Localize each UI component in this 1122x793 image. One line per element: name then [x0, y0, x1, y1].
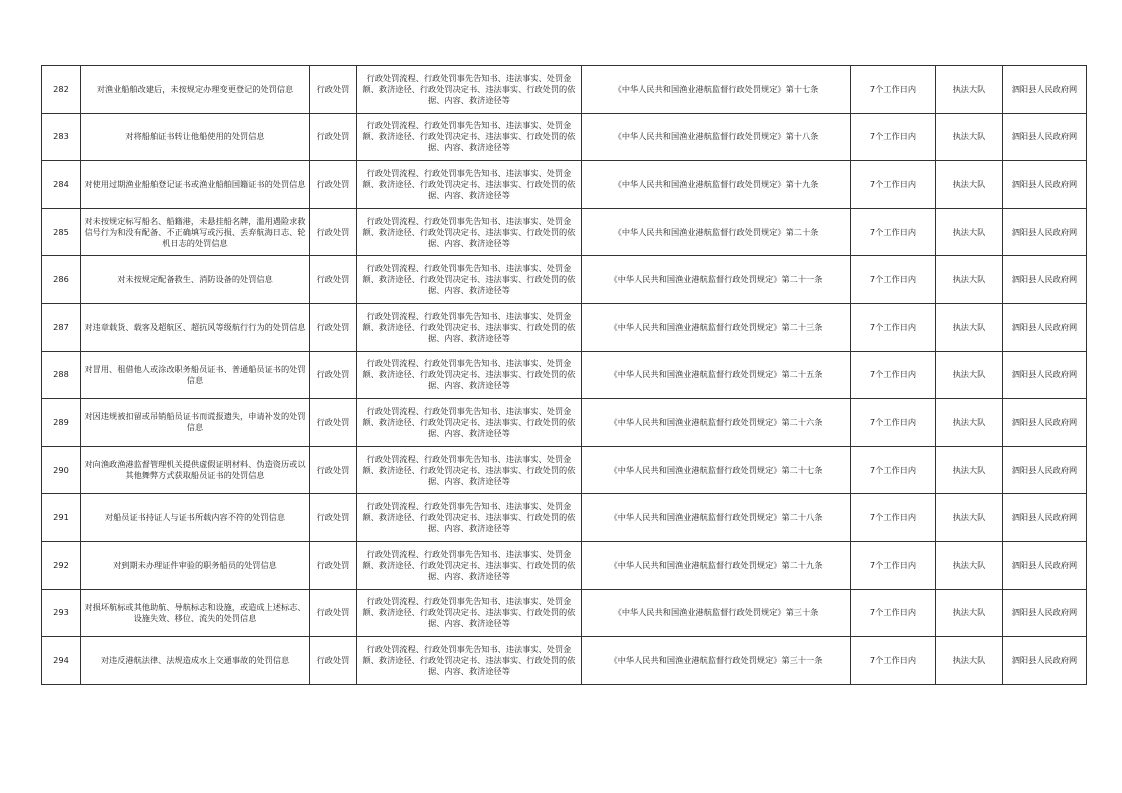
department-cell: 执法大队: [936, 541, 1003, 589]
row-number-cell: 288: [42, 351, 81, 399]
item-name-cell: 对违反港航法律、法规造成水上交通事故的处罚信息: [81, 637, 310, 685]
table-row: [42, 589, 1087, 637]
category-cell: 行政处罚: [310, 113, 357, 161]
item-name-cell: 对未按规定标写船名、船籍港，未悬挂船名牌，滥用遇险求救信号行为和没有配备、不正确填写或污损、丢弃航海日志、轮机日志的处罚信息: [81, 208, 310, 256]
table-row: [42, 446, 1087, 494]
table-row: [42, 541, 1087, 589]
item-name-cell: 对因违规被扣留或吊销船员证书而谎报遗失，申请补发的处罚信息: [81, 399, 310, 447]
item-name-cell: 对冒用、租借他人或涂改职务船员证书、普通船员证书的处罚信息: [81, 351, 310, 399]
disclosure-content-cell: 行政处罚流程、行政处罚事先告知书、违法事实、处罚金额、救济途径、行政处罚决定书、违法事实、行政处罚的依据、内容、救济途径等: [357, 113, 582, 161]
legal-basis-cell: 《中华人民共和国渔业港航监督行政处罚规定》第十八条: [582, 113, 851, 161]
item-name-cell: 对未按规定配备救生、消防设备的处罚信息: [81, 256, 310, 304]
item-name-cell: 对将船舶证书转让他船使用的处罚信息: [81, 113, 310, 161]
legal-basis-cell: 《中华人民共和国渔业港航监督行政处罚规定》第二十五条: [582, 351, 851, 399]
table-row: [42, 113, 1087, 161]
time-limit-cell: 7个工作日内: [851, 399, 936, 447]
category-cell: 行政处罚: [310, 446, 357, 494]
category-cell: 行政处罚: [310, 208, 357, 256]
time-limit-cell: 7个工作日内: [851, 208, 936, 256]
row-number-cell: 285: [42, 208, 81, 256]
channel-cell: 泗阳县人民政府网: [1003, 66, 1087, 114]
channel-cell: 泗阳县人民政府网: [1003, 494, 1087, 542]
disclosure-content-cell: 行政处罚流程、行政处罚事先告知书、违法事实、处罚金额、救济途径、行政处罚决定书、违法事实、行政处罚的依据、内容、救济途径等: [357, 303, 582, 351]
item-name-cell: 对向渔政渔港监督管理机关提供虚假证明材料、伪造资历或以其他舞弊方式获取船员证书的处罚信息: [81, 446, 310, 494]
disclosure-content-cell: 行政处罚流程、行政处罚事先告知书、违法事实、处罚金额、救济途径、行政处罚决定书、违法事实、行政处罚的依据、内容、救济途径等: [357, 494, 582, 542]
time-limit-cell: 7个工作日内: [851, 351, 936, 399]
legal-basis-cell: 《中华人民共和国渔业港航监督行政处罚规定》第三十一条: [582, 637, 851, 685]
row-number-cell: 292: [42, 541, 81, 589]
row-number-cell: 282: [42, 66, 81, 114]
time-limit-cell: 7个工作日内: [851, 494, 936, 542]
channel-cell: 泗阳县人民政府网: [1003, 113, 1087, 161]
time-limit-cell: 7个工作日内: [851, 303, 936, 351]
disclosure-content-cell: 行政处罚流程、行政处罚事先告知书、违法事实、处罚金额、救济途径、行政处罚决定书、违法事实、行政处罚的依据、内容、救济途径等: [357, 637, 582, 685]
row-number-cell: 291: [42, 494, 81, 542]
legal-basis-cell: 《中华人民共和国渔业港航监督行政处罚规定》第二十一条: [582, 256, 851, 304]
row-number-cell: 293: [42, 589, 81, 637]
table-row: [42, 256, 1087, 304]
row-number-cell: 286: [42, 256, 81, 304]
legal-basis-cell: 《中华人民共和国渔业港航监督行政处罚规定》第十九条: [582, 161, 851, 209]
item-name-cell: 对渔业船舶改建后，未按规定办理变更登记的处罚信息: [81, 66, 310, 114]
legal-basis-cell: 《中华人民共和国渔业港航监督行政处罚规定》第二十三条: [582, 303, 851, 351]
disclosure-content-cell: 行政处罚流程、行政处罚事先告知书、违法事实、处罚金额、救济途径、行政处罚决定书、违法事实、行政处罚的依据、内容、救济途径等: [357, 208, 582, 256]
channel-cell: 泗阳县人民政府网: [1003, 161, 1087, 209]
records-table: [41, 65, 1087, 685]
category-cell: 行政处罚: [310, 589, 357, 637]
time-limit-cell: 7个工作日内: [851, 637, 936, 685]
disclosure-content-cell: 行政处罚流程、行政处罚事先告知书、违法事实、处罚金额、救济途径、行政处罚决定书、违法事实、行政处罚的依据、内容、救济途径等: [357, 541, 582, 589]
table-row: [42, 494, 1087, 542]
channel-cell: 泗阳县人民政府网: [1003, 589, 1087, 637]
department-cell: 执法大队: [936, 399, 1003, 447]
category-cell: 行政处罚: [310, 637, 357, 685]
category-cell: 行政处罚: [310, 351, 357, 399]
row-number-cell: 283: [42, 113, 81, 161]
department-cell: 执法大队: [936, 637, 1003, 685]
document-page: [41, 65, 1078, 685]
legal-basis-cell: 《中华人民共和国渔业港航监督行政处罚规定》第三十条: [582, 589, 851, 637]
row-number-cell: 290: [42, 446, 81, 494]
item-name-cell: 对损坏航标或其他助航、导航标志和设施，或造成上述标志、设施失效、移位、流失的处罚信息: [81, 589, 310, 637]
table-row: [42, 399, 1087, 447]
table-row: [42, 351, 1087, 399]
row-number-cell: 289: [42, 399, 81, 447]
category-cell: 行政处罚: [310, 494, 357, 542]
legal-basis-cell: 《中华人民共和国渔业港航监督行政处罚规定》第十七条: [582, 66, 851, 114]
time-limit-cell: 7个工作日内: [851, 256, 936, 304]
channel-cell: 泗阳县人民政府网: [1003, 637, 1087, 685]
department-cell: 执法大队: [936, 66, 1003, 114]
item-name-cell: 对违章载货、载客及超航区、超抗风等级航行行为的处罚信息: [81, 303, 310, 351]
disclosure-content-cell: 行政处罚流程、行政处罚事先告知书、违法事实、处罚金额、救济途径、行政处罚决定书、违法事实、行政处罚的依据、内容、救济途径等: [357, 351, 582, 399]
category-cell: 行政处罚: [310, 541, 357, 589]
category-cell: 行政处罚: [310, 303, 357, 351]
channel-cell: 泗阳县人民政府网: [1003, 351, 1087, 399]
time-limit-cell: 7个工作日内: [851, 446, 936, 494]
department-cell: 执法大队: [936, 161, 1003, 209]
time-limit-cell: 7个工作日内: [851, 589, 936, 637]
item-name-cell: 对使用过期渔业船舶登记证书或渔业船舶国籍证书的处罚信息: [81, 161, 310, 209]
legal-basis-cell: 《中华人民共和国渔业港航监督行政处罚规定》第二十七条: [582, 446, 851, 494]
item-name-cell: 对船员证书持证人与证书所载内容不符的处罚信息: [81, 494, 310, 542]
disclosure-content-cell: 行政处罚流程、行政处罚事先告知书、违法事实、处罚金额、救济途径、行政处罚决定书、违法事实、行政处罚的依据、内容、救济途径等: [357, 589, 582, 637]
table-row: [42, 303, 1087, 351]
records-table-body: [42, 66, 1087, 685]
department-cell: 执法大队: [936, 494, 1003, 542]
legal-basis-cell: 《中华人民共和国渔业港航监督行政处罚规定》第二十六条: [582, 399, 851, 447]
channel-cell: 泗阳县人民政府网: [1003, 541, 1087, 589]
row-number-cell: 287: [42, 303, 81, 351]
row-number-cell: 284: [42, 161, 81, 209]
disclosure-content-cell: 行政处罚流程、行政处罚事先告知书、违法事实、处罚金额、救济途径、行政处罚决定书、违法事实、行政处罚的依据、内容、救济途径等: [357, 256, 582, 304]
category-cell: 行政处罚: [310, 66, 357, 114]
department-cell: 执法大队: [936, 589, 1003, 637]
department-cell: 执法大队: [936, 113, 1003, 161]
channel-cell: 泗阳县人民政府网: [1003, 256, 1087, 304]
channel-cell: 泗阳县人民政府网: [1003, 399, 1087, 447]
department-cell: 执法大队: [936, 351, 1003, 399]
legal-basis-cell: 《中华人民共和国渔业港航监督行政处罚规定》第二十九条: [582, 541, 851, 589]
table-row: [42, 66, 1087, 114]
disclosure-content-cell: 行政处罚流程、行政处罚事先告知书、违法事实、处罚金额、救济途径、行政处罚决定书、违法事实、行政处罚的依据、内容、救济途径等: [357, 446, 582, 494]
channel-cell: 泗阳县人民政府网: [1003, 208, 1087, 256]
category-cell: 行政处罚: [310, 399, 357, 447]
category-cell: 行政处罚: [310, 161, 357, 209]
time-limit-cell: 7个工作日内: [851, 66, 936, 114]
table-row: [42, 161, 1087, 209]
department-cell: 执法大队: [936, 208, 1003, 256]
time-limit-cell: 7个工作日内: [851, 161, 936, 209]
table-row: [42, 637, 1087, 685]
channel-cell: 泗阳县人民政府网: [1003, 303, 1087, 351]
disclosure-content-cell: 行政处罚流程、行政处罚事先告知书、违法事实、处罚金额、救济途径、行政处罚决定书、违法事实、行政处罚的依据、内容、救济途径等: [357, 399, 582, 447]
department-cell: 执法大队: [936, 303, 1003, 351]
legal-basis-cell: 《中华人民共和国渔业港航监督行政处罚规定》第二十条: [582, 208, 851, 256]
channel-cell: 泗阳县人民政府网: [1003, 446, 1087, 494]
category-cell: 行政处罚: [310, 256, 357, 304]
legal-basis-cell: 《中华人民共和国渔业港航监督行政处罚规定》第二十八条: [582, 494, 851, 542]
time-limit-cell: 7个工作日内: [851, 113, 936, 161]
table-row: [42, 208, 1087, 256]
disclosure-content-cell: 行政处罚流程、行政处罚事先告知书、违法事实、处罚金额、救济途径、行政处罚决定书、违法事实、行政处罚的依据、内容、救济途径等: [357, 66, 582, 114]
department-cell: 执法大队: [936, 256, 1003, 304]
disclosure-content-cell: 行政处罚流程、行政处罚事先告知书、违法事实、处罚金额、救济途径、行政处罚决定书、违法事实、行政处罚的依据、内容、救济途径等: [357, 161, 582, 209]
department-cell: 执法大队: [936, 446, 1003, 494]
item-name-cell: 对到期未办理证件审验的职务船员的处罚信息: [81, 541, 310, 589]
row-number-cell: 294: [42, 637, 81, 685]
time-limit-cell: 7个工作日内: [851, 541, 936, 589]
